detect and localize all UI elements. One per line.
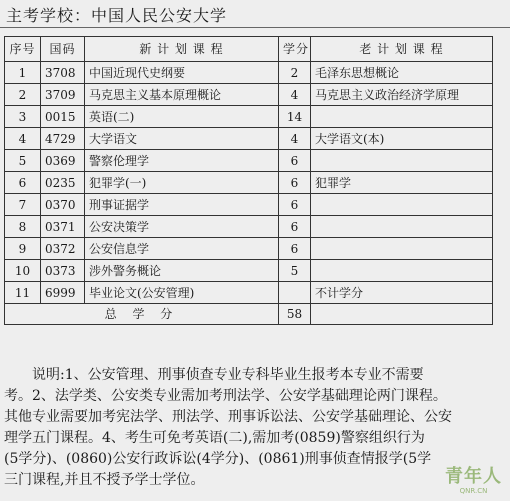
column-header-new-course: 新 计 划 课 程 [85,37,279,62]
cell-new-course: 刑事证据学 [85,194,279,216]
column-header-old-course: 老 计 划 课 程 [311,37,493,62]
cell-new-course: 大学语文 [85,128,279,150]
table-row [5,62,493,84]
cell-credit: 6 [279,150,311,172]
cell-seq: 1 [5,62,41,84]
cell-old-course [311,260,493,282]
cell-new-course: 中国近现代史纲要 [85,62,279,84]
cell-seq: 2 [5,84,41,106]
cell-code: 0235 [41,172,85,194]
cell-old-course [311,194,493,216]
table-row [5,216,493,238]
site-watermark [445,467,502,495]
column-header-seq: 序号 [5,37,41,62]
cell-credit: 5 [279,260,311,282]
cell-credit [279,282,311,304]
table-row [5,150,493,172]
watermark-domain: QNR.CN [459,487,488,495]
notes-section [4,365,504,491]
cell-credit: 4 [279,84,311,106]
cell-new-course: 警察伦理学 [85,150,279,172]
column-header-code: 国码 [41,37,85,62]
cell-credit: 4 [279,128,311,150]
cell-old-course: 不计学分 [311,282,493,304]
cell-credit: 6 [279,194,311,216]
cell-new-course: 英语(二) [85,106,279,128]
column-header-credit: 学分 [279,37,311,62]
school-title: 主考学校：中国人民公安大学 [6,6,228,25]
cell-old-course [311,150,493,172]
cell-credit: 6 [279,238,311,260]
cell-seq: 7 [5,194,41,216]
note-line: (5学分)、(0860)公安行政诉讼(4学分)、(0861)刑事侦查情报学(5学 [4,451,432,467]
table-row [5,128,493,150]
table-row [5,238,493,260]
cell-seq: 4 [5,128,41,150]
cell-seq: 10 [5,260,41,282]
table-row [5,194,493,216]
table-row [5,282,493,304]
cell-code: 3709 [41,84,85,106]
cell-old-course [311,216,493,238]
note-line: 三门课程,并且不授予学士学位。 [4,472,205,488]
cell-code: 0373 [41,260,85,282]
cell-seq: 3 [5,106,41,128]
cell-credit: 2 [279,62,311,84]
cell-credit: 14 [279,106,311,128]
cell-old-course: 大学语文(本) [311,128,493,150]
cell-code: 0369 [41,150,85,172]
cell-code: 0372 [41,238,85,260]
cell-seq: 6 [5,172,41,194]
table-row [5,84,493,106]
cell-seq: 5 [5,150,41,172]
cell-seq: 11 [5,282,41,304]
cell-new-course: 马克思主义基本原理概论 [85,84,279,106]
table-row [5,260,493,282]
cell-new-course: 公安信息学 [85,238,279,260]
note-line: 说明:1、公安管理、刑事侦查专业专科毕业生报考本专业不需要 [32,367,424,383]
header-divider [0,27,510,28]
cell-new-course: 犯罪学(一) [85,172,279,194]
cell-code: 0371 [41,216,85,238]
page-header [6,3,227,29]
cell-old-course [311,304,493,325]
cell-code: 0370 [41,194,85,216]
cell-new-course: 涉外警务概论 [85,260,279,282]
total-credits-value: 58 [279,304,311,325]
course-table [4,36,493,325]
cell-code: 0015 [41,106,85,128]
note-line: 其他专业需要加考宪法学、刑法学、刑事诉讼法、公安学基础理论、公安 [4,409,452,425]
cell-old-course: 毛泽东思想概论 [311,62,493,84]
cell-old-course [311,106,493,128]
cell-credit: 6 [279,172,311,194]
cell-code: 4729 [41,128,85,150]
cell-seq: 8 [5,216,41,238]
cell-seq: 9 [5,238,41,260]
cell-old-course: 马克思主义政治经济学原理 [311,84,493,106]
cell-code: 6999 [41,282,85,304]
cell-credit: 6 [279,216,311,238]
cell-code: 3708 [41,62,85,84]
table-row [5,106,493,128]
cell-new-course: 公安决策学 [85,216,279,238]
watermark-logo-text: 青年人 [445,466,502,487]
cell-old-course: 犯罪学 [311,172,493,194]
cell-old-course [311,238,493,260]
note-line: 理学五门课程。4、考生可免考英语(二),需加考(0859)警察组织行为 [4,430,425,446]
note-line: 考。2、法学类、公安类专业需加考刑法学、公安学基础理论两门课程。 [4,388,447,404]
total-credits-row [5,304,493,325]
cell-new-course: 毕业论文(公安管理) [85,282,279,304]
table-row [5,172,493,194]
table-header-row [5,37,493,62]
total-credits-label: 总 学 分 [5,304,279,325]
